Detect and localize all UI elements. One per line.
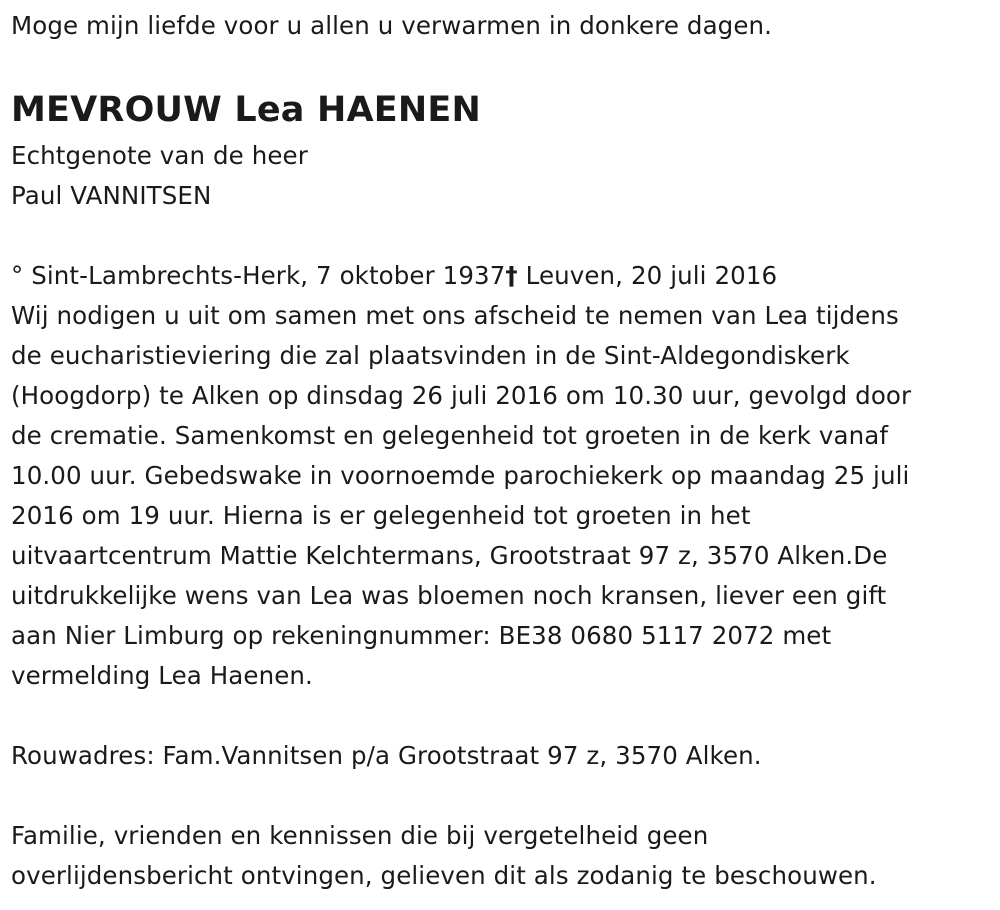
spouse-line-1: Echtgenote van de heer (11, 141, 308, 170)
announcement-line: de eucharistieviering die zal plaatsvinden in de Sint-Aldegondiskerk (11, 341, 850, 370)
birth-death-dates (11, 256, 1000, 296)
closing-line: overlijdensbericht ontvingen, gelieven dit als zodanig te beschouwen. (11, 861, 877, 890)
spacer (11, 696, 1000, 736)
announcement-line: Wij nodigen u uit om samen met ons afscheid te nemen van Lea tijdens (11, 301, 899, 330)
announcement-paragraph (11, 296, 1000, 696)
announcement-line: de crematie. Samenkomst en gelegenheid tot groeten in de kerk vanaf (11, 421, 889, 450)
spacer (11, 776, 1000, 816)
announcement-line: aan Nier Limburg op rekeningnummer: BE38 0680 5117 2072 met (11, 621, 832, 650)
closing-line: Familie, vrienden en kennissen die bij vergetelheid geen (11, 821, 709, 850)
opening-quote: Moge mijn liefde voor u allen u verwarmen in donkere dagen. (11, 11, 773, 40)
birth-symbol: ° (11, 261, 24, 290)
spacer (11, 216, 1000, 256)
death-place-date: Leuven, 20 juli 2016 (517, 261, 778, 290)
birth-place-date: Sint-Lambrechts-Herk, 7 oktober 1937 (23, 261, 506, 290)
closing-paragraph (11, 816, 1000, 896)
mourning-address: Rouwadres: Fam.Vannitsen p/a Grootstraat 97 z, 3570 Alken. (11, 741, 762, 770)
announcement-line: 2016 om 19 uur. Hierna is er gelegenheid tot groeten in het (11, 501, 751, 530)
cross-icon: † (505, 261, 518, 290)
announcement-line: uitdrukkelijke wens van Lea was bloemen noch kransen, liever een gift (11, 581, 887, 610)
deceased-name-heading: MEVROUW Lea HAENEN (11, 90, 481, 130)
announcement-line: 10.00 uur. Gebedswake in voornoemde parochiekerk op maandag 25 juli (11, 461, 910, 490)
spouse-line-2: Paul VANNITSEN (11, 181, 212, 210)
announcement-line: (Hoogdorp) te Alken op dinsdag 26 juli 2016 om 10.30 uur, gevolgd door (11, 381, 912, 410)
announcement-line: uitvaartcentrum Mattie Kelchtermans, Grootstraat 97 z, 3570 Alken.De (11, 541, 888, 570)
announcement-line: vermelding Lea Haenen. (11, 661, 313, 690)
